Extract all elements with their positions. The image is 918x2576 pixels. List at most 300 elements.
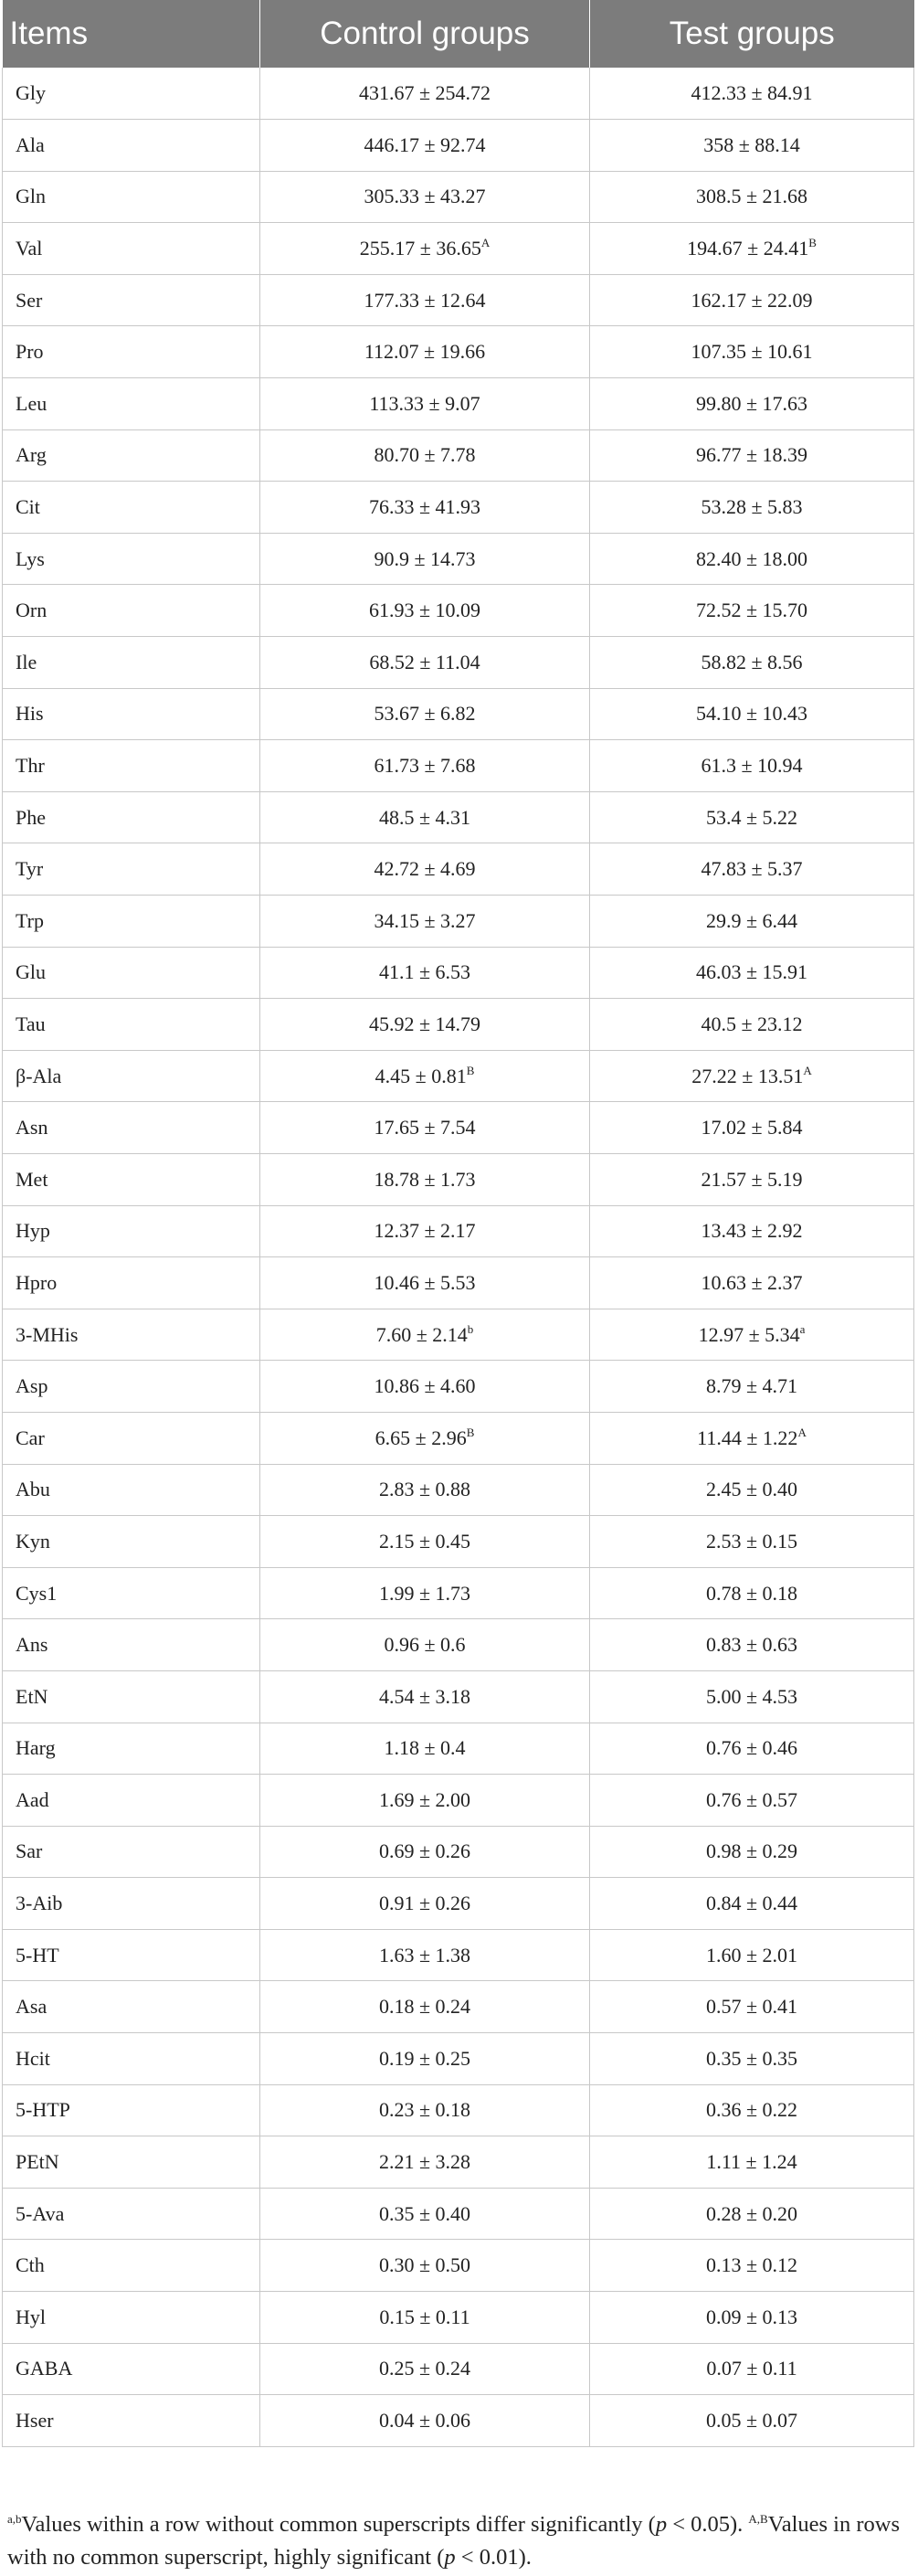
table-row	[3, 274, 914, 326]
cell-control-value-text: 42.72 ± 4.69	[374, 857, 476, 881]
cell-test-value	[590, 585, 914, 637]
cell-test-value	[590, 1050, 914, 1102]
table-row	[3, 1775, 914, 1827]
cell-control-value	[260, 1309, 590, 1361]
cell-control-value	[260, 1670, 590, 1723]
cell-test-value	[590, 2395, 914, 2447]
cell-control-value-text: 61.73 ± 7.68	[374, 754, 476, 778]
cell-test-value	[590, 1361, 914, 1413]
cell-test-value-text: 0.09 ± 0.13	[705, 2305, 798, 2328]
table-row	[3, 1257, 914, 1309]
cell-test-value	[590, 688, 914, 740]
table-row	[3, 1205, 914, 1257]
cell-control-value-text: 4.54 ± 3.18	[378, 1684, 471, 1708]
cell-test-value-text: 58.82 ± 8.56	[701, 650, 803, 673]
cell-control-value	[260, 843, 590, 896]
table-row	[3, 2084, 914, 2136]
cell-test-value	[590, 1981, 914, 2033]
footnote-text-4: < 0.01).	[455, 2545, 532, 2570]
table-row	[3, 2033, 914, 2085]
table-row	[3, 740, 914, 792]
cell-item: 5-Ava	[3, 2188, 260, 2240]
cell-control-value	[260, 1929, 590, 1981]
cell-item: β-Ala	[3, 1050, 260, 1102]
cell-test-value	[590, 1257, 914, 1309]
cell-test-value-text: 0.07 ± 0.11	[706, 2357, 797, 2380]
cell-item: Glu	[3, 947, 260, 999]
cell-control-value-superscript: B	[466, 1425, 475, 1439]
table-row	[3, 533, 914, 585]
cell-item: 3-Aib	[3, 1878, 260, 1930]
cell-control-value-text: 112.07 ± 19.66	[364, 340, 486, 364]
table-row	[3, 1723, 914, 1775]
cell-test-value-superscript: a	[799, 1321, 806, 1336]
table-row	[3, 1464, 914, 1516]
cell-test-value-text: 29.9 ± 6.44	[705, 908, 798, 932]
cell-control-value	[260, 326, 590, 378]
cell-control-value-text: 0.04 ± 0.06	[378, 2409, 471, 2433]
cell-control-value	[260, 1723, 590, 1775]
cell-test-value	[590, 326, 914, 378]
table-row	[3, 2395, 914, 2447]
amino-acid-table	[2, 0, 914, 2447]
cell-item: Asp	[3, 1361, 260, 1413]
cell-control-value-text: 76.33 ± 41.93	[368, 495, 481, 519]
cell-test-value-text: 2.53 ± 0.15	[705, 1529, 798, 1553]
cell-test-value	[590, 2343, 914, 2395]
table-row	[3, 1309, 914, 1361]
cell-item: Abu	[3, 1464, 260, 1516]
table-row	[3, 171, 914, 223]
cell-test-value-superscript: A	[803, 1063, 812, 1077]
cell-control-value-text: 0.18 ± 0.24	[378, 1995, 471, 2019]
cell-control-value-text: 177.33 ± 12.64	[364, 288, 486, 312]
cell-test-value-text: 0.13 ± 0.12	[705, 2253, 798, 2277]
cell-control-value-text: 2.21 ± 3.28	[378, 2150, 471, 2174]
cell-test-value	[590, 1723, 914, 1775]
table-row	[3, 1567, 914, 1619]
cell-test-value-text: 40.5 ± 23.12	[701, 1012, 803, 1035]
cell-item: 5-HTP	[3, 2084, 260, 2136]
cell-control-value	[260, 1567, 590, 1619]
footnote-superscript-ab: a,b	[7, 2512, 22, 2526]
cell-test-value-text: 2.45 ± 0.40	[705, 1478, 798, 1501]
table-row	[3, 378, 914, 430]
cell-control-value-superscript: b	[467, 1321, 474, 1336]
cell-control-value	[260, 2033, 590, 2085]
cell-test-value-text: 27.22 ± 13.51	[691, 1064, 804, 1087]
cell-test-value	[590, 2033, 914, 2085]
cell-control-value-text: 53.67 ± 6.82	[374, 702, 476, 726]
cell-control-value-text: 431.67 ± 254.72	[358, 81, 491, 105]
cell-control-value-text: 1.18 ± 0.4	[384, 1736, 466, 1760]
footnote-p-italic-2: p	[444, 2545, 456, 2570]
cell-control-value-text: 34.15 ± 3.27	[374, 908, 476, 932]
cell-test-value	[590, 120, 914, 172]
cell-item: Trp	[3, 896, 260, 948]
cell-control-value-text: 1.69 ± 2.00	[378, 1787, 471, 1811]
cell-control-value	[260, 637, 590, 689]
cell-item: His	[3, 688, 260, 740]
cell-test-value	[590, 1102, 914, 1154]
cell-item: 3-MHis	[3, 1309, 260, 1361]
table-row	[3, 843, 914, 896]
cell-control-value-text: 7.60 ± 2.14	[375, 1322, 468, 1346]
cell-test-value-text: 1.60 ± 2.01	[705, 1943, 798, 1966]
cell-test-value-superscript: B	[808, 236, 817, 250]
cell-control-value	[260, 2136, 590, 2189]
cell-item: Ile	[3, 637, 260, 689]
cell-control-value-text: 0.15 ± 0.11	[379, 2305, 470, 2328]
cell-item: Hyl	[3, 2292, 260, 2344]
cell-control-value	[260, 2395, 590, 2447]
cell-test-value	[590, 1464, 914, 1516]
cell-control-value	[260, 1153, 590, 1205]
cell-item: Thr	[3, 740, 260, 792]
header-test-groups: Test groups	[590, 0, 914, 68]
cell-test-value-text: 53.28 ± 5.83	[701, 495, 803, 519]
cell-control-value-text: 10.46 ± 5.53	[374, 1270, 476, 1294]
cell-test-value	[590, 482, 914, 534]
cell-control-value-text: 0.25 ± 0.24	[378, 2357, 471, 2380]
cell-control-value	[260, 1257, 590, 1309]
cell-control-value	[260, 1102, 590, 1154]
cell-test-value	[590, 274, 914, 326]
cell-test-value	[590, 1775, 914, 1827]
footnote-text-3: Values in rows with no common superscript, highly significant (	[7, 2512, 900, 2570]
cell-test-value	[590, 791, 914, 843]
cell-item: Tau	[3, 999, 260, 1051]
cell-item: 5-HT	[3, 1929, 260, 1981]
table-row	[3, 68, 914, 120]
cell-test-value	[590, 1670, 914, 1723]
cell-control-value	[260, 1619, 590, 1671]
footnote-superscript-AB: A,B	[748, 2512, 768, 2526]
cell-test-value	[590, 843, 914, 896]
cell-control-value	[260, 2084, 590, 2136]
cell-item: Met	[3, 1153, 260, 1205]
cell-test-value-text: 162.17 ± 22.09	[691, 288, 813, 312]
cell-control-value	[260, 533, 590, 585]
cell-item: Aad	[3, 1775, 260, 1827]
cell-control-value	[260, 1826, 590, 1878]
cell-test-value-text: 0.84 ± 0.44	[705, 1892, 798, 1915]
cell-control-value	[260, 688, 590, 740]
cell-control-value-text: 0.69 ± 0.26	[378, 1839, 471, 1863]
cell-control-value	[260, 1516, 590, 1568]
cell-test-value	[590, 2136, 914, 2189]
cell-test-value-text: 72.52 ± 15.70	[695, 599, 808, 622]
cell-item: Ans	[3, 1619, 260, 1671]
cell-test-value-text: 0.78 ± 0.18	[705, 1581, 798, 1605]
footnote-p-italic: p	[655, 2512, 668, 2537]
cell-item: Cth	[3, 2240, 260, 2292]
cell-test-value	[590, 2084, 914, 2136]
footnote-text-2: < 0.05).	[667, 2512, 749, 2537]
cell-control-value	[260, 1464, 590, 1516]
cell-control-value	[260, 999, 590, 1051]
table-row	[3, 2343, 914, 2395]
cell-test-value-text: 53.4 ± 5.22	[705, 805, 798, 829]
cell-item: EtN	[3, 1670, 260, 1723]
cell-test-value	[590, 1878, 914, 1930]
cell-test-value-text: 0.05 ± 0.07	[705, 2409, 798, 2433]
cell-item: Pro	[3, 326, 260, 378]
cell-test-value-text: 308.5 ± 21.68	[695, 185, 808, 208]
cell-test-value-text: 0.57 ± 0.41	[705, 1995, 798, 2019]
cell-control-value-text: 90.9 ± 14.73	[374, 546, 476, 570]
cell-control-value	[260, 1361, 590, 1413]
cell-control-value	[260, 2240, 590, 2292]
cell-test-value-text: 107.35 ± 10.61	[691, 340, 813, 364]
cell-item: Sar	[3, 1826, 260, 1878]
header-row	[3, 0, 914, 68]
cell-test-value-text: 11.44 ± 1.22	[697, 1426, 798, 1449]
cell-control-value	[260, 120, 590, 172]
cell-test-value-text: 47.83 ± 5.37	[701, 857, 803, 881]
cell-item: Val	[3, 223, 260, 275]
table-row	[3, 585, 914, 637]
cell-control-value-text: 0.23 ± 0.18	[378, 2098, 471, 2122]
table-row	[3, 1670, 914, 1723]
table-row	[3, 1826, 914, 1878]
cell-control-value	[260, 1878, 590, 1930]
cell-test-value	[590, 1153, 914, 1205]
cell-test-value	[590, 1826, 914, 1878]
cell-test-value-text: 10.63 ± 2.37	[701, 1270, 803, 1294]
table-row	[3, 2136, 914, 2189]
cell-control-value	[260, 947, 590, 999]
cell-test-value	[590, 999, 914, 1051]
cell-item: Hyp	[3, 1205, 260, 1257]
cell-control-value	[260, 429, 590, 482]
cell-test-value-text: 96.77 ± 18.39	[695, 443, 808, 467]
cell-control-value-text: 41.1 ± 6.53	[378, 960, 471, 984]
cell-test-value	[590, 1929, 914, 1981]
cell-test-value-text: 8.79 ± 4.71	[705, 1374, 798, 1398]
table-row	[3, 947, 914, 999]
table-footnote	[7, 2508, 912, 2574]
table-header	[3, 0, 914, 68]
cell-control-value	[260, 791, 590, 843]
header-control-groups: Control groups	[260, 0, 590, 68]
cell-item: Hcit	[3, 2033, 260, 2085]
cell-item: Arg	[3, 429, 260, 482]
table-row	[3, 1929, 914, 1981]
table-row	[3, 1878, 914, 1930]
cell-test-value-text: 99.80 ± 17.63	[695, 391, 808, 415]
cell-item: Car	[3, 1412, 260, 1464]
cell-control-value	[260, 2292, 590, 2344]
cell-test-value-text: 61.3 ± 10.94	[701, 754, 803, 778]
cell-control-value-text: 18.78 ± 1.73	[374, 1167, 476, 1191]
cell-control-value-text: 2.15 ± 0.45	[378, 1529, 471, 1553]
table-body	[3, 68, 914, 2446]
table-row	[3, 637, 914, 689]
cell-control-value-text: 6.65 ± 2.96	[375, 1426, 467, 1449]
cell-test-value	[590, 533, 914, 585]
cell-item: Orn	[3, 585, 260, 637]
cell-test-value-text: 412.33 ± 84.91	[691, 81, 813, 105]
cell-control-value	[260, 68, 590, 120]
table-row	[3, 1050, 914, 1102]
cell-test-value-text: 17.02 ± 5.84	[701, 1116, 803, 1140]
cell-item: Lys	[3, 533, 260, 585]
cell-test-value	[590, 1619, 914, 1671]
cell-control-value	[260, 274, 590, 326]
cell-control-value	[260, 378, 590, 430]
table-row	[3, 429, 914, 482]
cell-item: GABA	[3, 2343, 260, 2395]
cell-control-value	[260, 585, 590, 637]
cell-control-value-text: 255.17 ± 36.65	[359, 237, 481, 260]
cell-control-value	[260, 1775, 590, 1827]
cell-test-value	[590, 378, 914, 430]
cell-control-value-text: 45.92 ± 14.79	[368, 1012, 481, 1035]
cell-control-value-text: 10.86 ± 4.60	[374, 1374, 476, 1398]
cell-control-value	[260, 896, 590, 948]
cell-control-value	[260, 1050, 590, 1102]
table-row	[3, 2292, 914, 2344]
cell-test-value-text: 0.76 ± 0.46	[705, 1736, 798, 1760]
cell-test-value	[590, 223, 914, 275]
cell-control-value-superscript: B	[466, 1063, 475, 1077]
cell-test-value	[590, 1516, 914, 1568]
cell-test-value-text: 0.35 ± 0.35	[705, 2046, 798, 2070]
cell-test-value-text: 1.11 ± 1.24	[706, 2150, 797, 2174]
cell-test-value	[590, 429, 914, 482]
cell-item: Tyr	[3, 843, 260, 896]
cell-item: Cys1	[3, 1567, 260, 1619]
cell-item: Ala	[3, 120, 260, 172]
cell-control-value-text: 113.33 ± 9.07	[369, 391, 480, 415]
cell-control-value-superscript: A	[480, 236, 491, 250]
cell-test-value	[590, 1309, 914, 1361]
cell-test-value-text: 358 ± 88.14	[703, 133, 800, 156]
cell-control-value-text: 80.70 ± 7.78	[374, 443, 476, 467]
cell-test-value-text: 21.57 ± 5.19	[701, 1167, 803, 1191]
cell-item: Harg	[3, 1723, 260, 1775]
cell-item: PEtN	[3, 2136, 260, 2189]
cell-test-value	[590, 896, 914, 948]
cell-test-value	[590, 740, 914, 792]
cell-control-value-text: 2.83 ± 0.88	[378, 1478, 471, 1501]
table-row	[3, 688, 914, 740]
table-row	[3, 2240, 914, 2292]
cell-test-value-text: 0.83 ± 0.63	[705, 1633, 798, 1657]
cell-item: Asa	[3, 1981, 260, 2033]
cell-item: Ser	[3, 274, 260, 326]
cell-item: Leu	[3, 378, 260, 430]
cell-control-value-text: 0.96 ± 0.6	[384, 1633, 466, 1657]
cell-test-value	[590, 1412, 914, 1464]
cell-control-value	[260, 2343, 590, 2395]
cell-test-value	[590, 1567, 914, 1619]
table-row	[3, 1153, 914, 1205]
cell-test-value	[590, 2240, 914, 2292]
table-row	[3, 1981, 914, 2033]
cell-control-value-text: 0.35 ± 0.40	[378, 2201, 471, 2225]
table-row	[3, 223, 914, 275]
cell-test-value	[590, 171, 914, 223]
cell-control-value-text: 68.52 ± 11.04	[369, 650, 480, 673]
cell-test-value	[590, 2188, 914, 2240]
cell-control-value-text: 1.63 ± 1.38	[378, 1943, 471, 1966]
cell-test-value	[590, 1205, 914, 1257]
cell-test-value-text: 54.10 ± 10.43	[695, 702, 808, 726]
table-row	[3, 1361, 914, 1413]
cell-control-value-text: 61.93 ± 10.09	[368, 599, 481, 622]
cell-test-value-text: 46.03 ± 15.91	[695, 960, 808, 984]
cell-item: Gln	[3, 171, 260, 223]
cell-control-value-text: 446.17 ± 92.74	[364, 133, 486, 156]
cell-control-value	[260, 740, 590, 792]
cell-test-value-text: 0.98 ± 0.29	[705, 1839, 798, 1863]
cell-test-value-text: 0.76 ± 0.57	[705, 1787, 798, 1811]
cell-test-value-text: 194.67 ± 24.41	[687, 237, 809, 260]
table-row	[3, 1412, 914, 1464]
cell-test-value-text: 0.36 ± 0.22	[705, 2098, 798, 2122]
cell-control-value-text: 305.33 ± 43.27	[364, 185, 486, 208]
cell-test-value-text: 5.00 ± 4.53	[705, 1684, 798, 1708]
cell-control-value-text: 48.5 ± 4.31	[378, 805, 471, 829]
cell-test-value	[590, 68, 914, 120]
table-row	[3, 326, 914, 378]
table-row	[3, 999, 914, 1051]
cell-test-value-text: 82.40 ± 18.00	[695, 546, 808, 570]
table-row	[3, 2188, 914, 2240]
cell-test-value-superscript: A	[797, 1425, 807, 1439]
table-row	[3, 1102, 914, 1154]
cell-control-value	[260, 171, 590, 223]
cell-control-value	[260, 482, 590, 534]
cell-control-value	[260, 223, 590, 275]
cell-test-value-text: 13.43 ± 2.92	[701, 1219, 803, 1243]
cell-control-value	[260, 1981, 590, 2033]
table-row	[3, 791, 914, 843]
cell-control-value	[260, 1205, 590, 1257]
cell-item: Gly	[3, 68, 260, 120]
cell-item: Kyn	[3, 1516, 260, 1568]
header-items: Items	[3, 0, 260, 68]
cell-test-value-text: 12.97 ± 5.34	[698, 1322, 800, 1346]
cell-control-value-text: 0.30 ± 0.50	[378, 2253, 471, 2277]
cell-item: Hser	[3, 2395, 260, 2447]
table-row	[3, 482, 914, 534]
cell-test-value	[590, 2292, 914, 2344]
cell-control-value-text: 1.99 ± 1.73	[378, 1581, 471, 1605]
cell-control-value	[260, 2188, 590, 2240]
cell-item: Hpro	[3, 1257, 260, 1309]
table-row	[3, 1619, 914, 1671]
cell-control-value-text: 0.19 ± 0.25	[378, 2046, 471, 2070]
footnote-text-1: Values within a row without common superscripts differ significantly (	[21, 2512, 656, 2537]
table-row	[3, 120, 914, 172]
cell-item: Cit	[3, 482, 260, 534]
cell-item: Phe	[3, 791, 260, 843]
cell-control-value	[260, 1412, 590, 1464]
cell-test-value-text: 0.28 ± 0.20	[705, 2201, 798, 2225]
cell-control-value-text: 17.65 ± 7.54	[374, 1116, 476, 1140]
cell-control-value-text: 12.37 ± 2.17	[374, 1219, 476, 1243]
table-row	[3, 896, 914, 948]
cell-control-value-text: 0.91 ± 0.26	[378, 1892, 471, 1915]
cell-test-value	[590, 637, 914, 689]
table-row	[3, 1516, 914, 1568]
cell-control-value-text: 4.45 ± 0.81	[375, 1064, 467, 1087]
cell-test-value	[590, 947, 914, 999]
cell-item: Asn	[3, 1102, 260, 1154]
